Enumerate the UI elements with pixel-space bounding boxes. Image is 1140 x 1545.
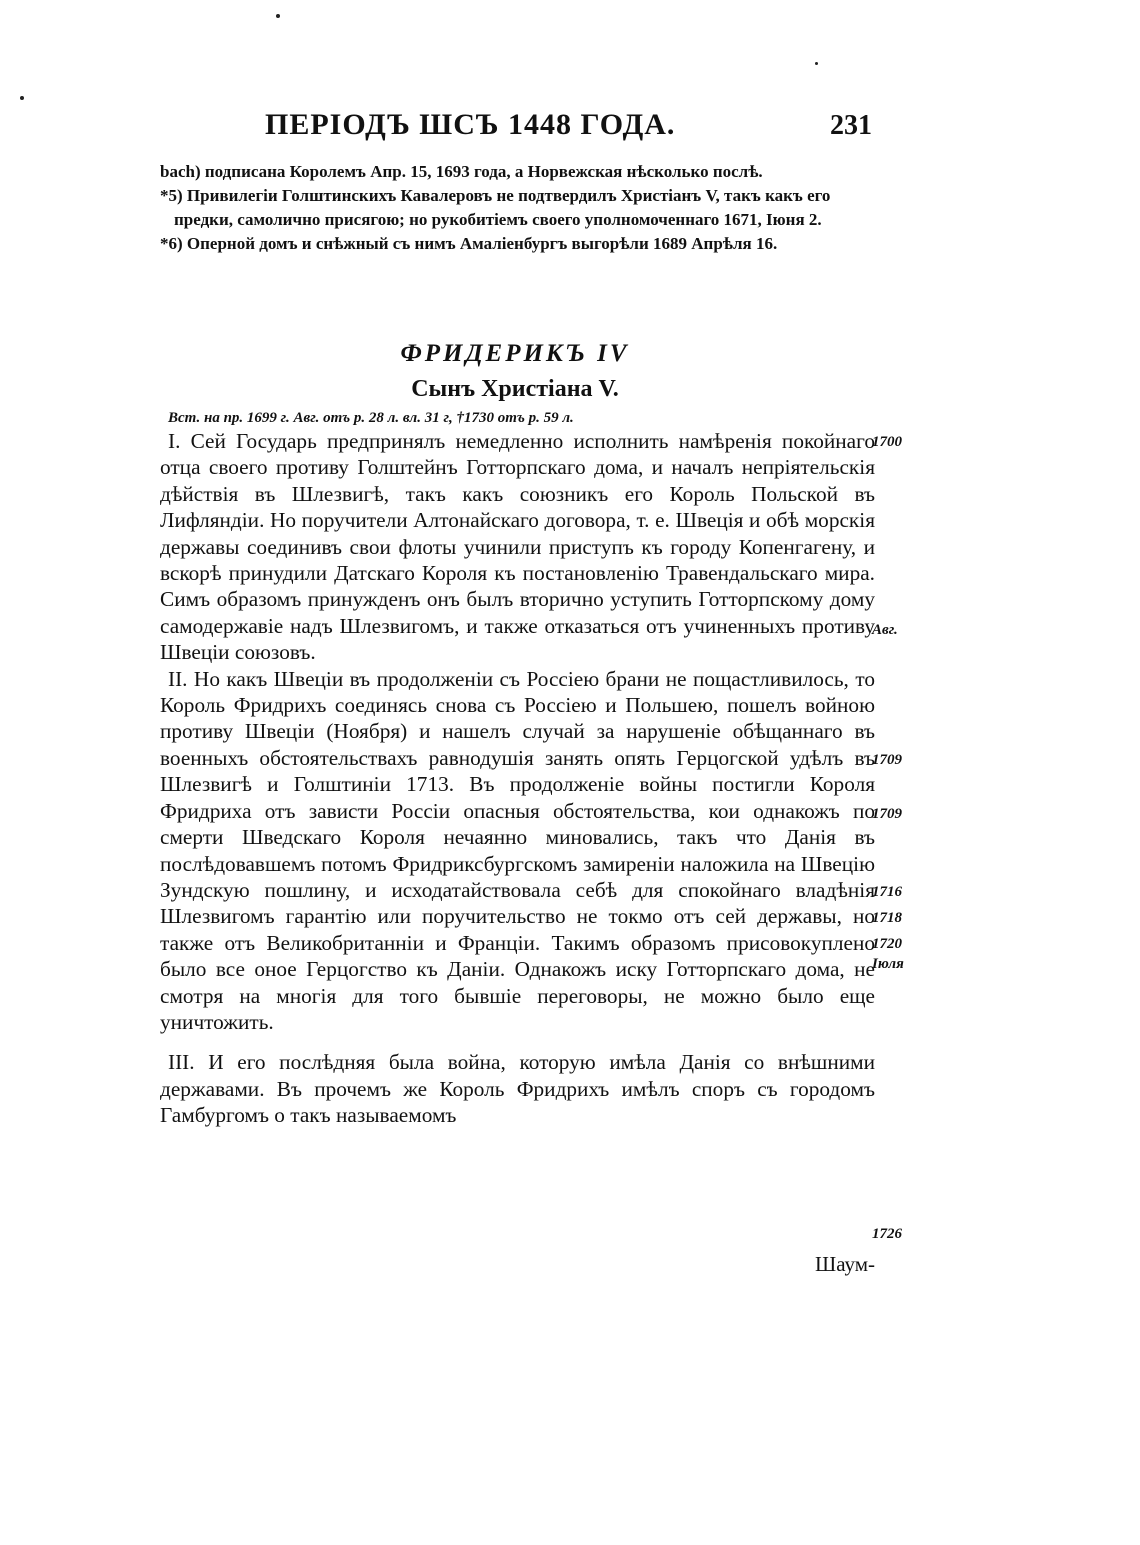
- section-subtitle: Сынъ Христiана V.: [411, 376, 619, 402]
- margin-note: 1709: [872, 752, 902, 768]
- ink-speck: [276, 14, 280, 18]
- footnote-6: *6) Оперной домъ и снѣжный съ нимъ Амалiенбургъ выгорѣли 1689 Апрѣля 16.: [160, 234, 778, 253]
- margin-note: 1718: [872, 910, 902, 926]
- margin-note: 1726: [872, 1226, 902, 1242]
- paragraph-2: II. Но какъ Швеціи въ продолженіи съ Россіею брани не пощастливилось, то Король Фридрихъ соединясь снова съ Россіею и Польшею, пошелъ войною противу Швеціи (Ноября) и нашелъ случай за нарушеніе обѣщаннаго въ военныхъ обстоятельствахъ равнодушія занять опять Герцогской удѣлъ въ Шлезвигѣ и Голштиніи 1713. Въ продолженіе войны постигли Короля Фридриха отъ зависти Россіи опасныя обстоятельства, кои однакожъ по смерти Шведскаго Короля нечаянно миновались, такъ что Данія въ послѣдовавшемъ потомъ Фридриксбургскомъ замиреніи наложила на Швецію Зундскую пошлину, и исходатайствовала себѣ для спокойнаго владѣнія Шлезвигомъ гарантію или поручительство не токмо отъ сей державы, но также отъ Великобританніи и Франціи. Такимъ образомъ присовокуплено было все оное Герцогство къ Даніи. Однакожъ иску Готторпскаго дома, не смотря на многія для того бывшіе переговоры, не можно было еще уничтожить.: [160, 666, 875, 1034]
- footnote-5: *5) Привилегіи Голштинскихъ Кавалеровъ не подтвердилъ Христіанъ V, такъ какъ его предки, самолично присягою; но рукобитіемъ своего уполномоченнаго 1671, Іюня 2.: [160, 186, 831, 229]
- page-number: 231: [830, 110, 872, 141]
- ink-speck: [20, 96, 24, 100]
- margin-note: Авг.: [872, 622, 898, 638]
- running-header: [160, 108, 880, 148]
- margin-note: 1709: [872, 806, 902, 822]
- margin-notes: [872, 0, 942, 1545]
- footnote-continued: bach) подписана Королемъ Апр. 15, 1693 года, а Норвежская нѣсколько послѣ.: [160, 162, 763, 181]
- margin-note: 1716: [872, 884, 902, 900]
- catchword: Шаум-: [815, 1252, 875, 1276]
- margin-note: 1720: [872, 936, 902, 952]
- paragraph-1: I. Сей Государь предпринялъ немедленно исполнить намѣренія покойнаго отца своего противу Голштейнъ Готторпскаго дома, и началъ непріятельскія дѣйствія въ Шлезвигѣ, такъ какъ союзникъ его Король Польской въ Лифляндіи. Но поручители Алтонайскаго договора, т. е. Швеція и обѣ морскія державы соединивъ свои флоты учинили приступъ къ городу Копенгагену, и вскорѣ принудили Датскаго Короля къ постановленію Травендальскаго мира. Симъ образомъ принужденъ онъ былъ вторично уступить Готторпскому дому самодержавіе надъ Шлезвигомъ, и также отказаться отъ учиненныхъ противу Швеціи союзовъ.: [160, 429, 875, 665]
- ink-speck: [815, 62, 818, 65]
- reign-info-line: Вст. на пр. 1699 г. Авг. отъ р. 28 л. вл. 31 г, †1730 отъ р. 59 л.: [168, 410, 574, 426]
- margin-note: 1700: [872, 434, 902, 450]
- section-title: ФРИДЕРИКЪ IV: [400, 340, 630, 367]
- header-title: ПЕРІОДЪ ШСЪ 1448 ГОДА.: [265, 108, 676, 141]
- body-text: [160, 428, 875, 1129]
- paragraph-3: III. И его послѣдняя была война, которую имѣла Данія со внѣшними державами. Въ прочемъ же Король Фридрихъ имѣлъ споръ съ городомъ Гамбургомъ о такъ называемомъ: [160, 1050, 875, 1128]
- footnotes-block: [160, 160, 870, 256]
- margin-note: Іюля: [872, 956, 904, 972]
